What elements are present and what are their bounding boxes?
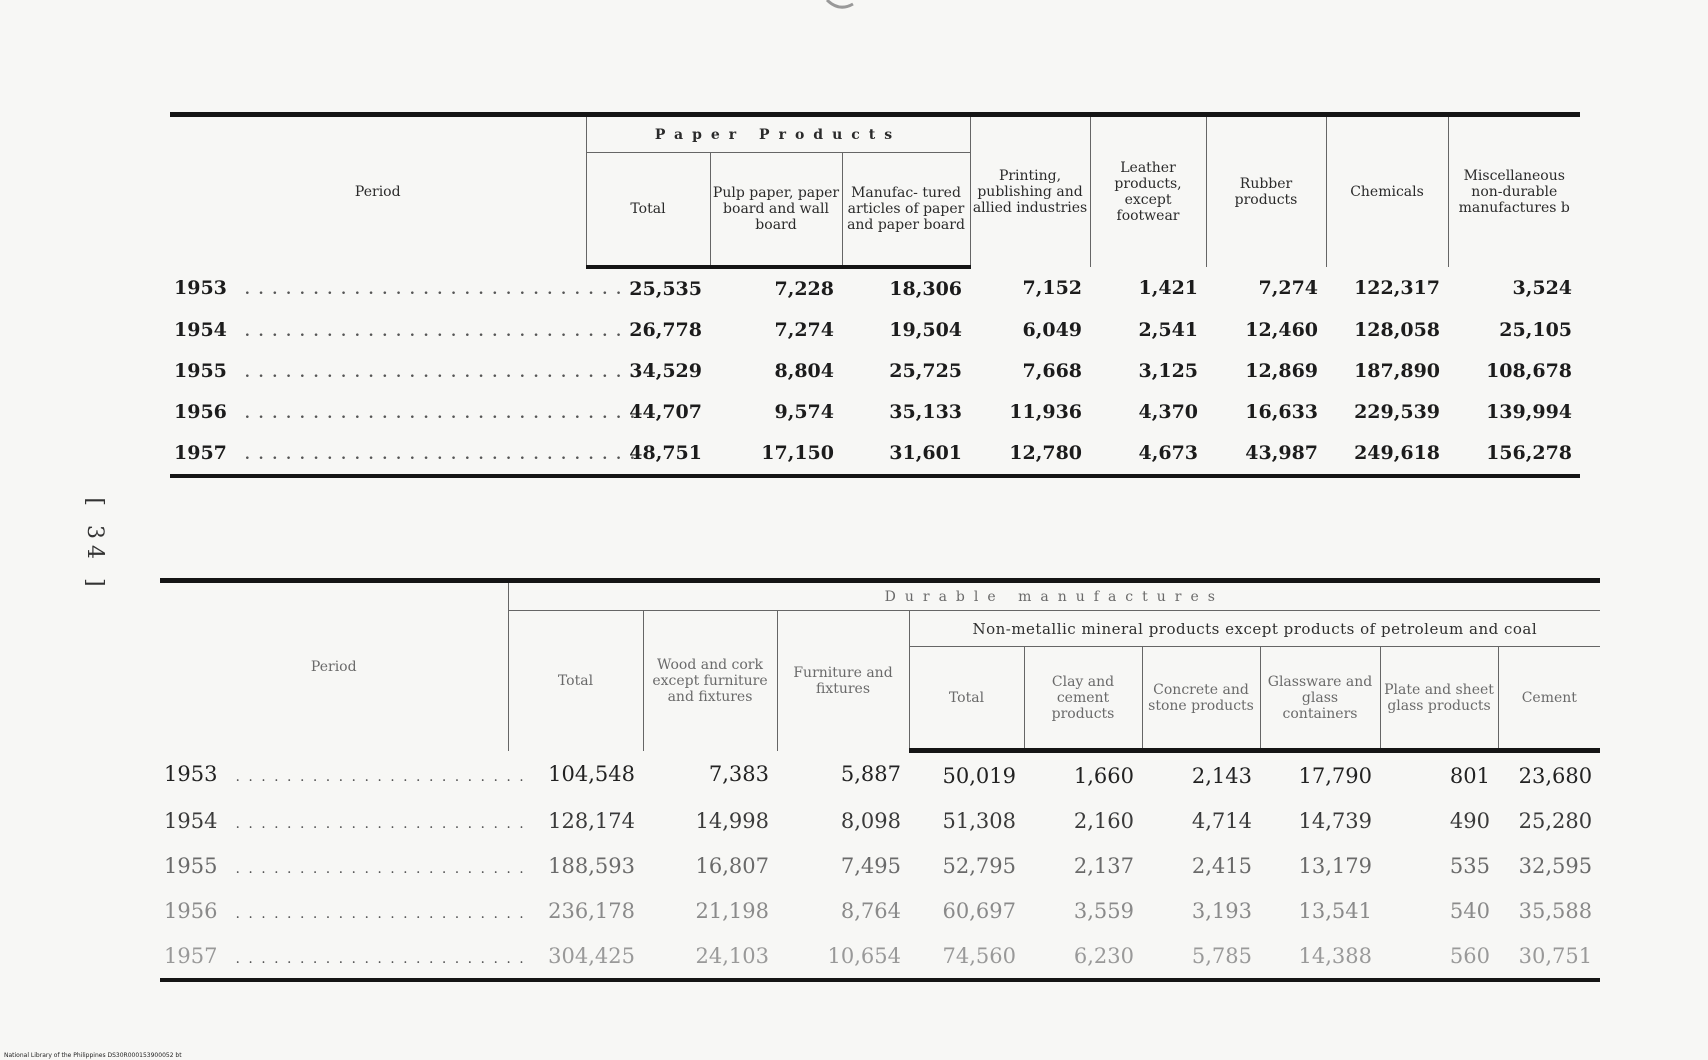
footer-note: National Library of the Philippines DS30R000153900052 bt: [4, 1052, 182, 1059]
table-cell: 4,370: [1138, 401, 1199, 423]
table-cell: 188,593: [548, 853, 635, 878]
scan-artifact: [825, 0, 855, 12]
table-cell: 229,539: [1354, 401, 1441, 423]
leader-dots: . . . . . . . . . . . . . . . . . . . . . . .: [235, 860, 526, 877]
table-cell: 7,668: [1022, 360, 1083, 382]
table-cell: 104,548: [548, 762, 635, 787]
row-period: [160, 751, 526, 799]
row-period: [170, 392, 637, 433]
year-label: 1956: [164, 898, 218, 923]
table-cell: 50,019: [942, 763, 1016, 788]
table-cell: 139,994: [1486, 401, 1573, 423]
table-cell: 3,193: [1191, 898, 1252, 923]
table-cell: 7,383: [708, 762, 769, 787]
table-row: [160, 933, 1600, 980]
table-cell: 5,887: [840, 762, 901, 787]
header-misc: Miscellaneous non-durable manufactures b: [1448, 115, 1580, 267]
table-cell: 43,987: [1245, 442, 1319, 464]
table-row: [160, 843, 1600, 888]
leader-dots: . . . . . . . . . . . . . . . . . . . . . . . . . . . . .: [244, 406, 637, 422]
row-period: [160, 798, 526, 843]
table-cell: 7,274: [774, 319, 834, 341]
year-label: 1957: [164, 943, 218, 968]
table-cell: 7,228: [774, 278, 834, 300]
table-cell: 35,588: [1518, 898, 1593, 923]
table-row: [160, 888, 1600, 933]
table-cell: 2,137: [1073, 853, 1134, 878]
header-total: Total: [586, 153, 710, 267]
page-number: [ 34 ]: [82, 497, 108, 593]
table-cell: 490: [1449, 808, 1490, 833]
row-period: [170, 433, 637, 476]
table-cell: 35,133: [889, 401, 963, 423]
table-cell: 3,524: [1512, 277, 1573, 299]
table-cell: 44,707: [629, 401, 702, 423]
table-cell: 122,317: [1354, 277, 1441, 299]
header-plate-sheet-glass: Plate and sheet glass products: [1380, 647, 1498, 751]
table-cell: 17,790: [1298, 763, 1372, 788]
table-cell: 7,495: [840, 853, 901, 878]
table-row: [160, 798, 1600, 843]
header-rubber: Rubber products: [1206, 115, 1326, 267]
table-cell: 249,618: [1354, 442, 1441, 464]
table-cell: 25,280: [1518, 808, 1593, 833]
table-cell: 535: [1449, 853, 1490, 878]
header-manufactured-articles: Manufac- tured articles of paper and paper board: [842, 153, 970, 267]
table-cell: 74,560: [942, 943, 1016, 968]
table-cell: 2,143: [1191, 763, 1252, 788]
leader-dots: . . . . . . . . . . . . . . . . . . . . . . .: [235, 950, 526, 967]
table-cell: 108,678: [1486, 360, 1573, 382]
table-cell: 10,654: [827, 943, 901, 968]
row-period: [160, 933, 526, 980]
year-label: 1956: [174, 401, 227, 423]
table-cell: 25,535: [629, 278, 702, 300]
table-cell: 32,595: [1518, 853, 1593, 878]
table-cell: 128,058: [1354, 319, 1441, 341]
header-leather: Leather products, except footwear: [1090, 115, 1206, 267]
header-clay-cement: Clay and cement products: [1024, 647, 1142, 751]
table-row: [170, 433, 1580, 476]
table-cell: 236,178: [548, 898, 635, 923]
table-cell: 1,421: [1138, 277, 1199, 299]
leader-dots: . . . . . . . . . . . . . . . . . . . . . . .: [235, 769, 526, 786]
year-label: 1957: [174, 442, 227, 464]
header-printing: Printing, publishing and allied industries: [970, 115, 1090, 267]
table-row: [170, 351, 1580, 392]
table-cell: 24,103: [695, 943, 769, 968]
table-cell: 23,680: [1518, 763, 1593, 788]
table-cell: 1,660: [1073, 763, 1134, 788]
table-cell: 14,739: [1298, 808, 1372, 833]
table-cell: 48,751: [629, 442, 702, 464]
table-cell: 13,541: [1298, 898, 1372, 923]
table-cell: 14,998: [695, 808, 769, 833]
header-concrete-stone: Concrete and stone products: [1142, 647, 1260, 751]
table-cell: 4,673: [1138, 442, 1199, 464]
leader-dots: . . . . . . . . . . . . . . . . . . . . . . . . . . . . .: [244, 324, 637, 340]
header-pulp-paper: Pulp paper, paper board and wall board: [710, 153, 842, 267]
table-cell: 7,152: [1022, 277, 1083, 299]
table-cell: 25,725: [889, 360, 963, 382]
table-cell: 13,179: [1298, 853, 1372, 878]
table-cell: 12,780: [1009, 442, 1083, 464]
table-row: [160, 751, 1600, 799]
table-cell: 16,807: [695, 853, 769, 878]
table-cell: 60,697: [942, 898, 1016, 923]
table-cell: 2,541: [1138, 319, 1199, 341]
paper-products-table: [170, 112, 1580, 478]
table-cell: 3,125: [1138, 360, 1199, 382]
table-cell: 2,415: [1191, 853, 1252, 878]
table-cell: 8,098: [840, 808, 901, 833]
row-period: [170, 351, 637, 392]
table-cell: 801: [1449, 763, 1490, 788]
year-label: 1953: [174, 277, 227, 299]
table-cell: 52,795: [942, 853, 1016, 878]
table-cell: 21,198: [695, 898, 769, 923]
header-wood-cork: Wood and cork except furniture and fixtures: [643, 611, 777, 751]
table-cell: 304,425: [548, 943, 635, 968]
year-label: 1954: [164, 808, 218, 833]
header-paper-products: Paper Products: [586, 115, 970, 153]
table-cell: 18,306: [889, 278, 963, 300]
header-glassware: Glassware and glass containers: [1260, 647, 1380, 751]
header-chemicals: Chemicals: [1326, 115, 1448, 267]
table-cell: 11,936: [1009, 401, 1083, 423]
row-period: [160, 843, 526, 888]
table-cell: 560: [1449, 943, 1490, 968]
table-cell: 51,308: [942, 808, 1016, 833]
year-label: 1954: [174, 319, 227, 341]
header-durable-manufactures: Durable manufactures: [508, 581, 1600, 611]
table-cell: 156,278: [1486, 442, 1573, 464]
leader-dots: . . . . . . . . . . . . . . . . . . . . . . . . . . . . .: [244, 447, 637, 463]
table-cell: 30,751: [1518, 943, 1593, 968]
header-cement: Cement: [1498, 647, 1600, 751]
row-period: [170, 310, 637, 351]
table-row: [170, 310, 1580, 351]
table-cell: 7,274: [1258, 277, 1319, 299]
table-cell: 19,504: [889, 319, 963, 341]
header-nm-total: Total: [909, 647, 1024, 751]
table-cell: 6,230: [1073, 943, 1134, 968]
row-period: [160, 888, 526, 933]
table-cell: 9,574: [774, 401, 834, 423]
header-period: Period: [310, 658, 357, 675]
table-cell: 187,890: [1354, 360, 1441, 382]
table-row: [170, 392, 1580, 433]
year-label: 1955: [174, 360, 227, 382]
durable-manufactures-table: [160, 578, 1600, 982]
table-cell: 8,764: [840, 898, 901, 923]
table-cell: 6,049: [1022, 319, 1083, 341]
table-row: [170, 267, 1580, 310]
table-cell: 14,388: [1298, 943, 1372, 968]
row-period: [170, 267, 637, 310]
header-total: Total: [508, 611, 643, 751]
header-non-metallic-mineral: Non-metallic mineral products except products of petroleum and coal: [909, 611, 1600, 647]
table-cell: 128,174: [548, 808, 635, 833]
table-cell: 4,714: [1191, 808, 1252, 833]
table-cell: 26,778: [629, 319, 702, 341]
leader-dots: . . . . . . . . . . . . . . . . . . . . . . .: [235, 815, 526, 832]
table-cell: 8,804: [774, 360, 834, 382]
table-cell: 31,601: [889, 442, 963, 464]
year-label: 1953: [164, 762, 218, 787]
table-cell: 12,460: [1245, 319, 1319, 341]
year-label: 1955: [164, 853, 218, 878]
table-cell: 5,785: [1191, 943, 1252, 968]
table-cell: 2,160: [1073, 808, 1134, 833]
header-furniture: Furniture and fixtures: [777, 611, 909, 751]
table-cell: 16,633: [1245, 401, 1319, 423]
table-cell: 12,869: [1245, 360, 1319, 382]
leader-dots: . . . . . . . . . . . . . . . . . . . . . . .: [235, 905, 526, 922]
header-period: Period: [354, 183, 401, 200]
table-cell: 3,559: [1073, 898, 1134, 923]
table-cell: 17,150: [761, 442, 834, 464]
leader-dots: . . . . . . . . . . . . . . . . . . . . . . . . . . . . .: [244, 365, 637, 381]
table-cell: 540: [1449, 898, 1490, 923]
table-cell: 34,529: [629, 360, 702, 382]
leader-dots: . . . . . . . . . . . . . . . . . . . . . . . . . . . . .: [244, 282, 637, 298]
table-cell: 25,105: [1499, 319, 1573, 341]
